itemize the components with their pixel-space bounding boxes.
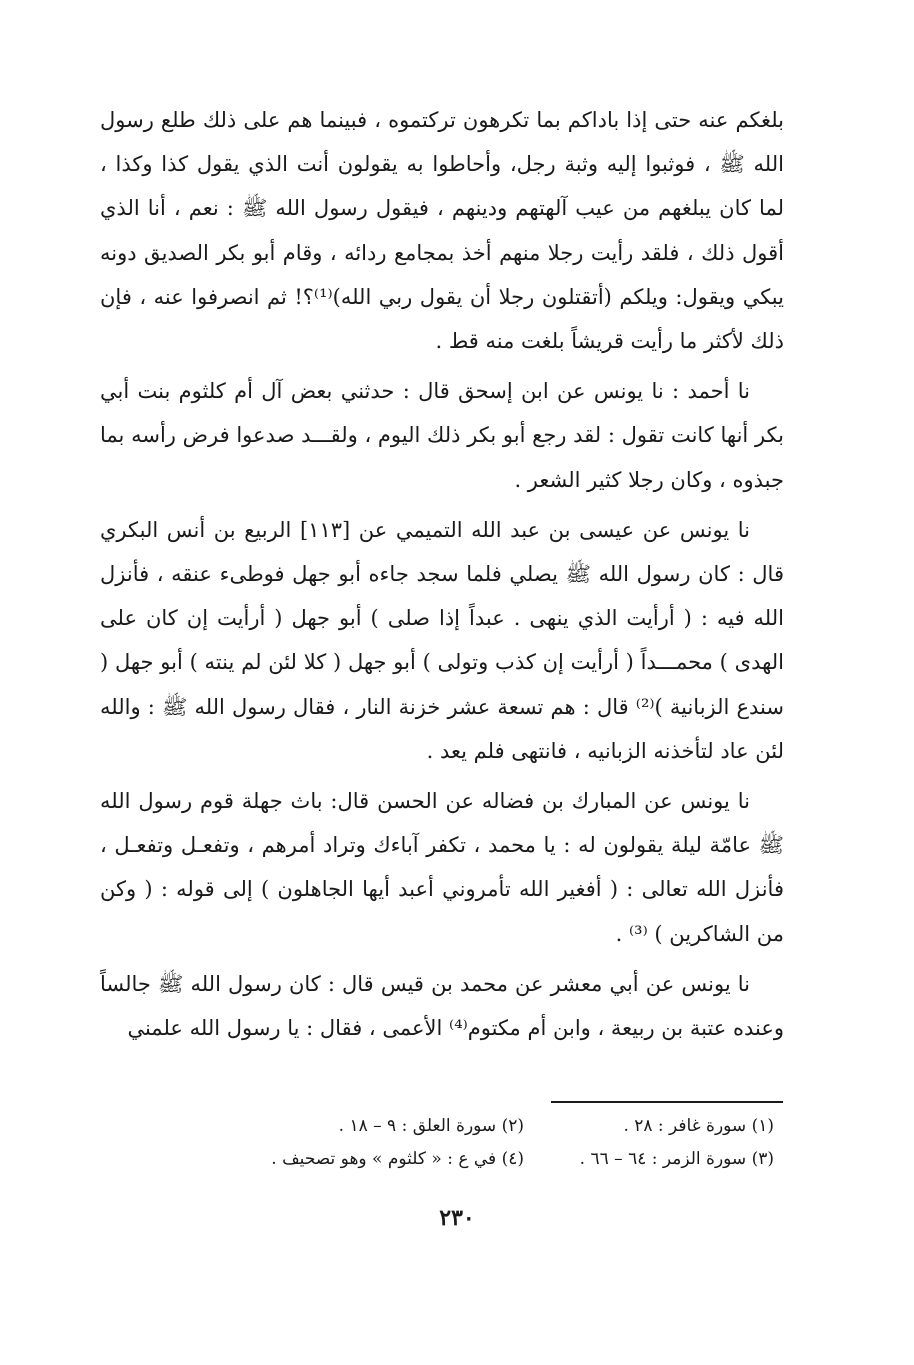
footnotes <box>134 1110 774 1176</box>
footnote-1: (١) سورة غافر : ٢٨ . <box>623 1116 774 1136</box>
footnote-row <box>134 1110 774 1143</box>
footnote-3: (٣) سورة الزمر : ٦٤ – ٦٦ . <box>579 1149 774 1169</box>
footnote-4: (٤) في ع : « كلثوم » وهو تصحيف . <box>271 1149 524 1169</box>
main-text <box>100 98 784 1056</box>
paragraph-1: بلغكم عنه حتى إذا باداكم بما تكرهون تركتموه ، فبينما هم على ذلك طلع رسول الله ﷺ ، فوثبوا إليه وثبة رجل، وأحاطوا به يقولون أنت الذي يقول كذا وكذا ، لما كان يبلغهم من عيب آلهتهم ودينهم ، فيقول رسول الله ﷺ : نعم ، أنا الذي أقول ذلك ، فلقد رأيت رجلا منهم أخذ بمجامع ردائه ، وقام أبو بكر الصديق دونه يبكي ويقول: ويلكم (أتقتلون رجلا أن يقول ربي الله)⁽¹⁾؟! ثم انصرفوا عنه ، فإن ذلك لأكثر ما رأيت قريشاً بلغت منه قط . <box>100 108 784 354</box>
paragraph-5: نا يونس عن أبي معشر عن محمد بن قيس قال : كان رسول الله ﷺ جالساً وعنده عتبة بن ربيعة ، وابن أم مكتوم⁽⁴⁾ الأعمى ، فقال : يا رسول الله علمني <box>100 971 784 1041</box>
paragraph-2: نا أحمد : نا يونس عن ابن إسحق قال : حدثني بعض آل أم كلثوم بنت أبي بكر أنها كانت تقول : لقد رجع أبو بكر ذلك اليوم ، ولقـــد صدعوا فرض رأسه بما جبذوه ، وكان رجلا كثير الشعر . <box>100 379 784 492</box>
footnote-divider <box>551 1101 783 1103</box>
footnote-row <box>134 1143 774 1176</box>
page-number: ٢٣٠ <box>439 1205 475 1231</box>
footnote-2: (٢) سورة العلق : ٩ – ١٨ . <box>338 1116 524 1136</box>
paragraph-4: نا يونس عن المبارك بن فضاله عن الحسن قال: باث جهلة قوم رسول الله ﷺ عامّة ليلة يقولون له : يا محمد ، تكفر آباءك وتراد أمرهم ، وتفعـل وتفعـل ، فأنزل الله تعالى : ( أفغير الله تأمروني أعبد أيها الجاهلون ) إلى قوله : ( وكن من الشاكرين ) ⁽³⁾ . <box>100 789 784 946</box>
paragraph-3: نا يونس عن عيسى بن عبد الله التميمي عن [١١٣] الربيع بن أنس البكري قال : كان رسول الله ﷺ يصلي فلما سجد جاءه أبو جهل فوطىء عنقه ، فأنزل الله فيه : ( أرأيت الذي ينهى . عبداً إذا صلى ) أبو جهل ( أرأيت إن كان على الهدى ) محمـــداً ( أرأيت إن كذب وتولى ) أبو جهل ( كلا لئن لم ينته ) أبو جهل ( سندع الزبانية )⁽²⁾ قال : هم تسعة عشر خزنة النار ، فقال رسول الله ﷺ : والله لئن عاد لتأخذنه الزبانيه ، فانتهى فلم يعد . <box>100 517 784 763</box>
